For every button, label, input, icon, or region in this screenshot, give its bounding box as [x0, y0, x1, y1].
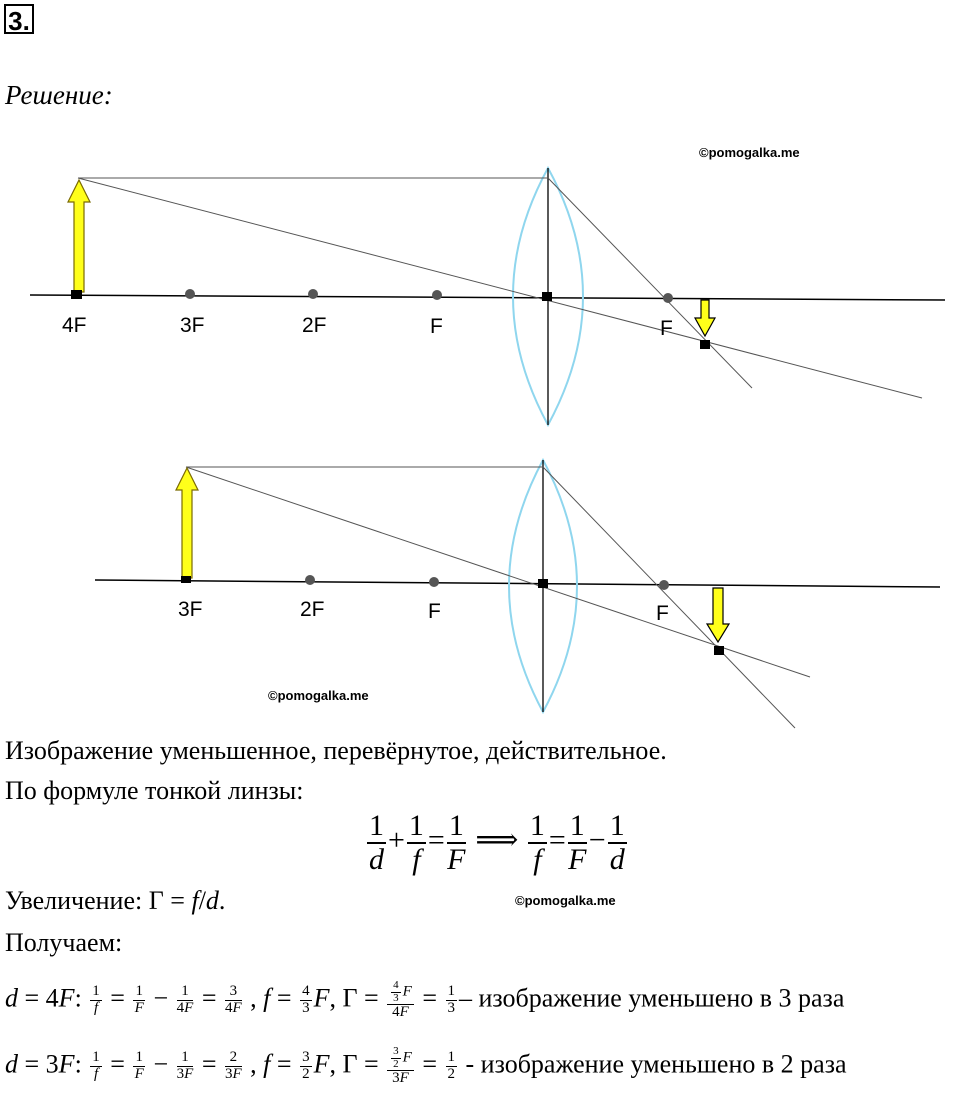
image-properties: Изображение уменьшенное, перевёрнутое, действительное.: [5, 736, 667, 765]
point-f-left: [429, 577, 439, 587]
image-tip-marker: [714, 646, 724, 655]
result-3f-text: - изображение уменьшено в 2 раза: [465, 1049, 847, 1079]
formula-intro: По формуле тонкой линзы:: [5, 776, 304, 805]
label-f-left: F: [430, 315, 443, 338]
ray-central: [78, 178, 922, 398]
point-f-right: [659, 580, 669, 590]
point-2f: [305, 575, 315, 585]
optical-axis: [95, 580, 940, 587]
point-3f: [185, 289, 195, 299]
result-4f: d = 4F: $\frac{1}{f}$ = $\frac{1}{F}$ − $\frac{1}{4F}$ = $\frac{3}{4F}$ , f = $\frac{4}{3}$ F, Γ = $\frac{4}{3}$ F 4F = $\frac{1}{3}$ – изображение уменьшено в 3 раза: [5, 979, 845, 1021]
we-get: Получаем:: [5, 928, 123, 957]
point-f-right: [663, 293, 673, 303]
label-f-right: F: [660, 317, 673, 340]
label-4f: 4F: [62, 314, 87, 337]
optical-axis: [30, 295, 945, 300]
watermark: ©pomogalka.me: [515, 893, 616, 908]
object-base-marker: [181, 576, 191, 583]
ray-central: [186, 467, 810, 677]
result-3f: d = 3F: $\frac{1}{f}$ = $\frac{1}{F}$ − $\frac{1}{3F}$ = $\frac{2}{3F}$ , f = $\frac{3}{2}$ F, Γ = $\frac{3}{2}$ F 3F = $\frac{1}{2}$ - изображение уменьшено в 2 раза: [5, 1045, 847, 1087]
object-base-marker: [71, 290, 82, 299]
image-tip-marker: [700, 340, 710, 349]
magnification-label: Увеличение:: [5, 886, 143, 915]
point-f-left: [432, 290, 442, 300]
label-2f: 2F: [302, 314, 327, 337]
solution-heading: Решение:: [5, 80, 113, 110]
label-f-right: F: [656, 602, 669, 625]
ray-refracted: [543, 467, 795, 728]
magnification-line: Увеличение: Γ = f/d.: [5, 886, 226, 915]
result-4f-text: – изображение уменьшено в 3 раза: [459, 983, 845, 1013]
label-3f: 3F: [178, 598, 203, 621]
image-arrow: [695, 300, 715, 336]
watermark: ©pomogalka.me: [699, 145, 800, 160]
point-2f: [308, 289, 318, 299]
lens-formula: $\frac{1}{d}$ + $\frac{1}{f}$ = $\frac{1}{F}$ ⟹ $\frac{1}{f}$ = $\frac{1}{F}$ − $\frac{1}{d}$: [369, 809, 625, 876]
label-f-left: F: [428, 600, 441, 623]
ray-diagram-3f: [0, 440, 960, 740]
watermark: ©pomogalka.me: [268, 688, 369, 703]
ray-diagram-4f: [0, 0, 960, 440]
image-arrow: [707, 588, 729, 642]
lens-center-marker: [542, 292, 552, 301]
label-3f: 3F: [180, 314, 205, 337]
ray-refracted: [548, 178, 752, 388]
lens-center-marker: [538, 579, 548, 588]
label-2f: 2F: [300, 598, 325, 621]
object-arrow: [176, 468, 198, 578]
object-arrow: [68, 180, 90, 292]
task-number: 3.: [4, 4, 34, 34]
